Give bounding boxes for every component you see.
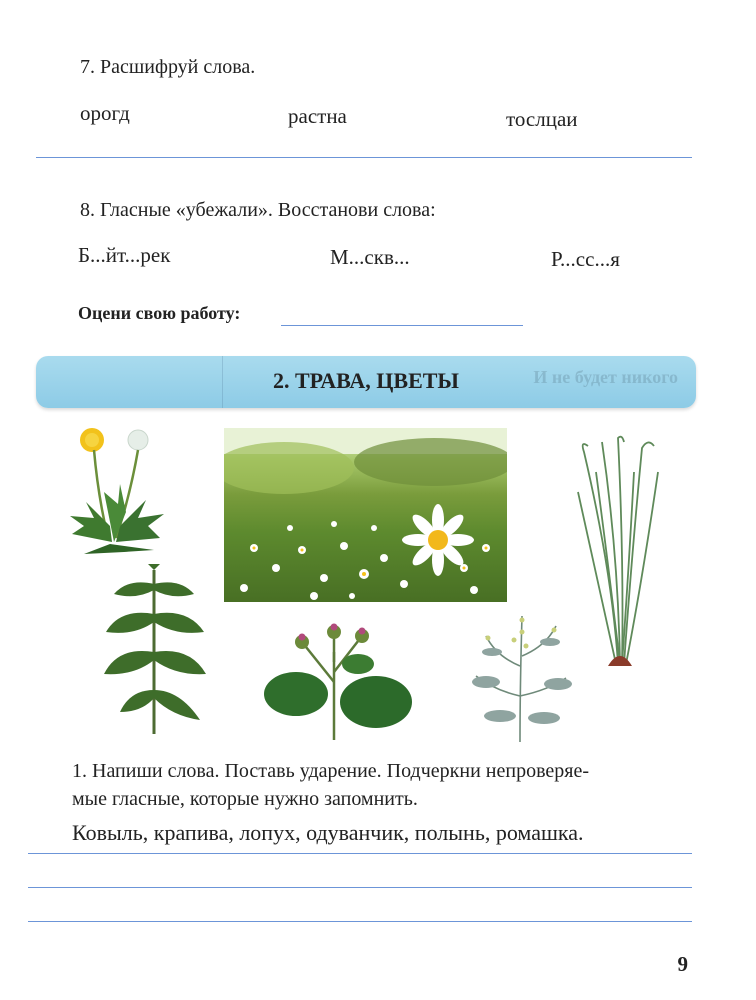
task1-word-list: Ковыль, крапива, лопух, одуванчик, полынь, ромашка. xyxy=(72,820,584,845)
missing-vowels-word-1: Б...йт...рек xyxy=(78,243,171,267)
wormwood-image xyxy=(466,606,574,744)
answer-line-1[interactable] xyxy=(28,853,692,854)
self-assessment-label: Оцени свою работу: xyxy=(78,303,241,323)
answer-line-task7[interactable] xyxy=(36,157,692,158)
page-number: 9 xyxy=(677,952,688,976)
feather-grass-image xyxy=(572,432,666,670)
answer-line-3[interactable] xyxy=(28,921,692,922)
meadow-photo xyxy=(224,428,507,602)
answer-line-2[interactable] xyxy=(28,887,692,888)
burdock-image xyxy=(262,622,414,740)
task1-instruction-line1: 1. Напиши слова. Поставь ударение. Подчеркни непроверяе- xyxy=(72,760,590,782)
section-title: 2. ТРАВА, ЦВЕТЫ xyxy=(272,368,460,393)
missing-vowels-word-3: Р...сс...я xyxy=(551,247,620,271)
scrambled-word-1: орогд xyxy=(80,101,130,125)
nettle-image xyxy=(100,564,210,740)
chamomile-field-image xyxy=(224,428,507,602)
task1-instruction-line2: мые гласные, которые нужно запомнить. xyxy=(72,788,418,810)
dandelion-image xyxy=(64,426,168,554)
missing-vowels-word-2: М...скв... xyxy=(330,245,410,269)
bleed-through-text: И не будет никого xyxy=(533,367,678,387)
self-assessment-line[interactable] xyxy=(281,325,523,326)
task7-title: 7. Расшифруй слова. xyxy=(80,56,256,78)
scrambled-word-2: растна xyxy=(288,104,347,128)
scrambled-word-3: тослцаи xyxy=(506,107,578,131)
task8-title: 8. Гласные «убежали». Восстанови слова: xyxy=(80,199,436,221)
section-header xyxy=(36,356,696,408)
